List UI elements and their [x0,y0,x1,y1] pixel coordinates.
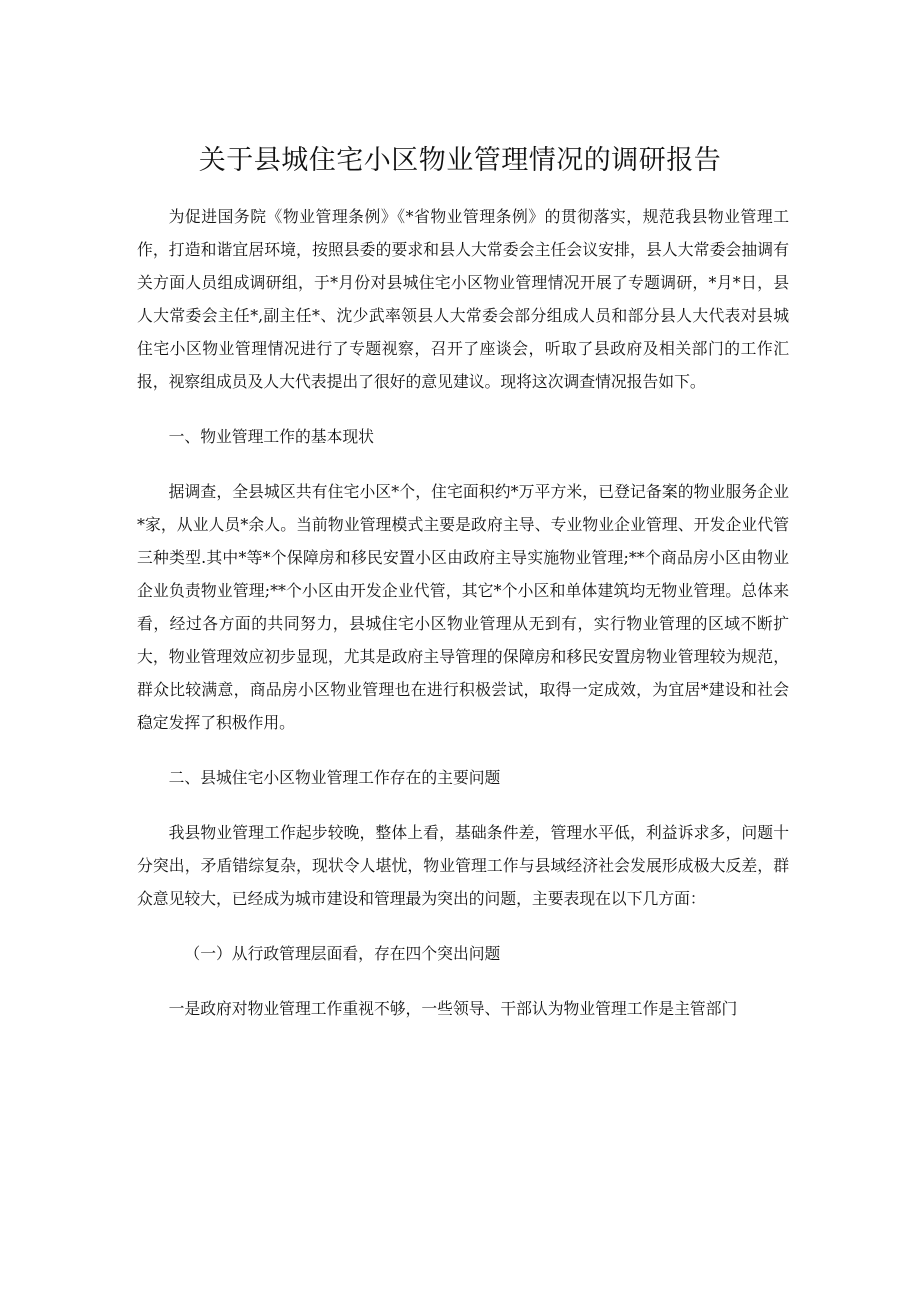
document-body [137,200,789,1025]
section-2-paragraph: 我县物业管理工作起步较晚，整体上看，基础条件差，管理水平低，利益诉求多，问题十分突出，矛盾错综复杂，现状令人堪忧，物业管理工作与县域经济社会发展形成极大反差，群众意见较大，已经成为城市建设和管理最为突出的问题，主要表现在以下几方面： [137,823,789,908]
subsection-1-paragraph: 一是政府对物业管理工作重视不够，一些领导、干部认为物业管理工作是主管部门 [168,999,738,1018]
intro-paragraph: 为促进国务院《物业管理条例》《*省物业管理条例》的贯彻落实，规范我县物业管理工作，打造和谐宜居环境，按照县委的要求和县人大常委会主任会议安排，县人大常委会抽调有关方面人员组成调研组，于*月份对县城住宅小区物业管理情况开展了专题调研，*月*日，县人大常委会主任*,副主任*、沈少武率领县人大常委会部分组成人员和部分县人大代表对县城住宅小区物业管理情况进行了专题视察，召开了座谈会，听取了县政府及相关部门的工作汇报，视察组成员及人大代表提出了很好的意见建议。现将这次调查情况报告如下。 [137,207,789,391]
subsection-1-heading: （一）从行政管理层面看，存在四个突出问题 [184,944,501,963]
section-1-heading: 一、物业管理工作的基本现状 [168,427,374,446]
section-1-paragraph: 据调查，全县城区共有住宅小区*个，住宅面积约*万平方米，已登记备案的物业服务企业*家，从业人员*余人。当前物业管理模式主要是政府主导、专业物业企业管理、开发企业代管三种类型.其中*等*个保障房和移民安置小区由政府主导实施物业管理;**个商品房小区由物业企业负责物业管理;**个小区由开发企业代管，其它*个小区和单体建筑均无物业管理。总体来看，经过各方面的共同努力，县城住宅小区物业管理从无到有，实行物业管理的区域不断扩大，物业管理效应初步显现，尤其是政府主导管理的保障房和移民安置房物业管理较为规范，群众比较满意，商品房小区物业管理也在进行积极尝试，取得一定成效，为宜居*建设和社会稳定发挥了积极作用。 [137,482,789,732]
document-title: 关于县城住宅小区物业管理情况的调研报告 [198,145,722,176]
section-2-heading: 二、县城住宅小区物业管理工作存在的主要问题 [168,768,501,787]
